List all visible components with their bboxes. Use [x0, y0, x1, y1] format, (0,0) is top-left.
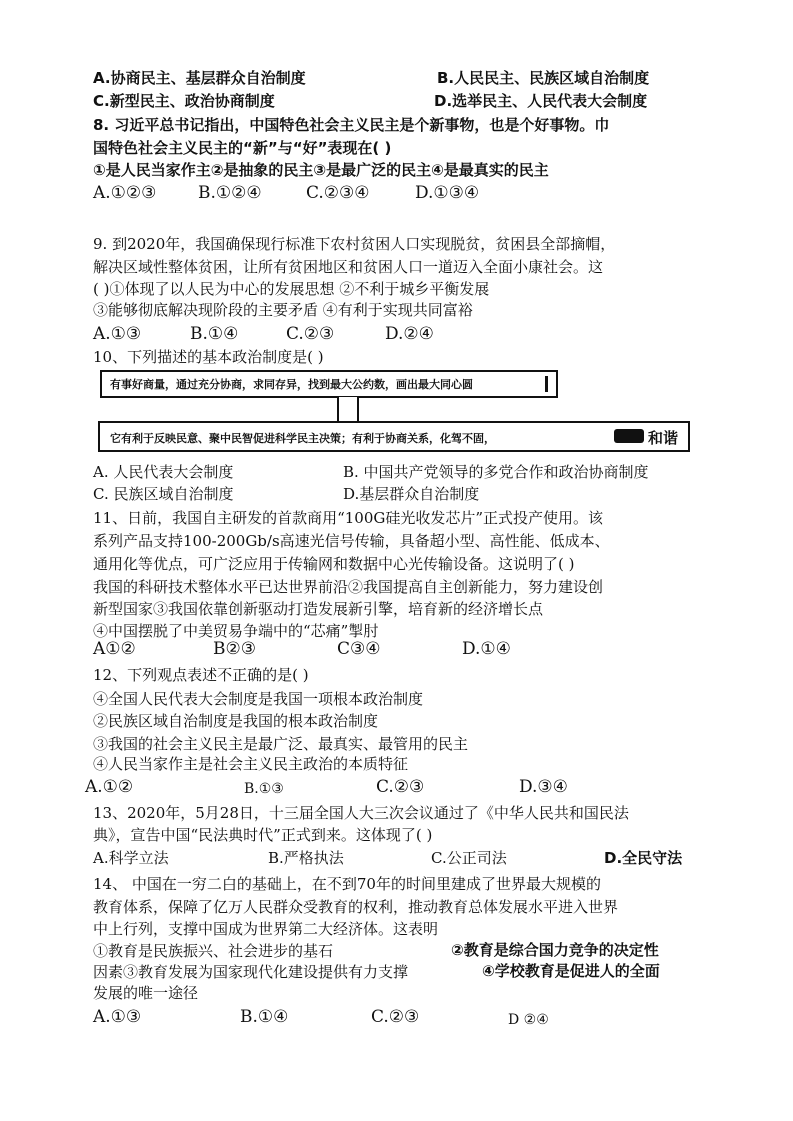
q11-statements-line3: ④中国摆脱了中美贸易争端中的“芯痛”掣肘: [93, 622, 379, 640]
q8-option-a: A.①②③: [93, 183, 157, 203]
q13-stem-line2: 典》，宣告中国“民法典时代”正式到来。这体现了( ): [93, 826, 433, 844]
q12-option-b: B.①③: [244, 781, 284, 797]
q12-stem: 12、下列观点表述不正确的是( ): [93, 666, 309, 684]
q12-statement-3: ③我国的社会主义民主是最广泛、最真实、最管用的民主: [93, 735, 469, 753]
q11-option-c: C③④: [337, 639, 381, 659]
q14-statement-2: ②教育是综合国力竞争的决定性: [451, 941, 659, 959]
q11-stem-line1: 11、日前，我国自主研发的首款商用“100G硅光收发芯片”正式投产使用。该: [93, 509, 604, 527]
q11-option-d: D.①④: [462, 639, 511, 659]
q9-statements-line2: ③能够彻底解决现阶段的主要矛盾 ④有利于实现共同富裕: [93, 301, 473, 319]
q8-statements: ①是人民当家作主②是抽象的民主③是最广泛的民主④是最真实的民主: [93, 161, 549, 179]
q9-option-d: D.②④: [385, 324, 434, 344]
q12-statement-1: ④全国人民代表大会制度是我国一项根本政治制度: [93, 690, 424, 708]
q10-option-c: C. 民族区域自治制度: [93, 485, 234, 503]
q13-option-d: D.全民守法: [604, 849, 683, 867]
q14-statement-1: ①教育是民族振兴、社会进步的基石: [93, 942, 334, 960]
q8-option-c: C.②③④: [306, 183, 370, 203]
q14-statement-3: 因素③教育发展为国家现代化建设提供有力支撑: [93, 963, 409, 981]
q10-option-d: D.基层群众自治制度: [343, 485, 480, 503]
q7-option-b: B.人民民主、民族区域自治制度: [437, 69, 650, 87]
q14-statement-4: ④学校教育是促进人的全面: [482, 962, 660, 980]
q8-stem-line2: 国特色社会主义民主的“新”与“好”表现在( ): [93, 139, 392, 157]
q10-cartoon-stem: [337, 397, 359, 423]
q11-stem-line2: 系列产品支持100-200Gb/s高速光信号传输，具备超小型、高性能、低成本、: [93, 532, 610, 550]
q14-option-c: C.②③: [371, 1007, 420, 1027]
q11-stem-line3: 通用化等优点，可广泛应用于传输网和数据中心光传输设备。这说明了( ): [93, 555, 575, 573]
ink-blot: [614, 429, 644, 443]
q11-option-b: B②③: [213, 639, 256, 659]
cartoon-divider-mark: [545, 376, 548, 392]
q9-stem-line2: 解决区域性整体贫困，让所有贫困地区和贫困人口一道迈入全面小康社会。这: [93, 258, 604, 276]
q9-statements-line1: ( )①体现了以人民为中心的发展思想 ②不利于城乡平衡发展: [93, 280, 490, 298]
q14-statement-4-continued: 发展的唯一途径: [93, 984, 199, 1002]
q8-option-d: D.①③④: [415, 183, 480, 203]
q14-option-a: A.①③: [93, 1007, 142, 1027]
q10-cartoon-top-panel: [100, 370, 558, 398]
q10-option-a: A. 人民代表大会制度: [93, 463, 234, 481]
q12-statement-4: ④人民当家作主是社会主义民主政治的本质特征: [93, 755, 409, 773]
q11-statements-line2: 新型国家③我国依靠创新驱动打造发展新引擎，培育新的经济增长点: [93, 600, 544, 618]
q12-statement-2: ②民族区域自治制度是我国的根本政治制度: [93, 712, 379, 730]
q8-option-b: B.①②④: [198, 183, 262, 203]
q13-option-a: A.科学立法: [93, 849, 169, 867]
q14-option-d: D ②④: [508, 1012, 549, 1028]
q12-option-c: C.②③: [376, 777, 425, 797]
q14-stem-line3: 中上行列，支撑中国成为世界第二大经济体。这表明: [93, 920, 439, 938]
q7-option-c: C.新型民主、政治协商制度: [93, 92, 275, 110]
q7-option-d: D.选举民主、人民代表大会制度: [434, 92, 648, 110]
q13-stem-line1: 13、2020年，5月28日，十三届全国人大三次会议通过了《中华人民共和国民法: [93, 804, 629, 822]
q10-cartoon-bottom-panel: [98, 421, 690, 452]
q10-option-b: B. 中国共产党领导的多党合作和政治协商制度: [343, 463, 649, 481]
q8-stem-line1: 8. 习近平总书记指出，中国特色社会主义民主是个新事物，也是个好事物。巾: [93, 116, 610, 134]
q14-stem-line2: 教育体系，保障了亿万人民群众受教育的权利，推动教育总体发展水平进入世界: [93, 898, 619, 916]
q9-option-b: B.①④: [190, 324, 239, 344]
q12-option-a: A.①②: [85, 777, 134, 797]
q14-stem-line1: 14、 中国在一穷二白的基础上，在不到70年的时间里建成了世界最大规模的: [93, 875, 601, 893]
q7-option-a: A.协商民主、基层群众自治制度: [93, 69, 306, 87]
q10-cartoon-top-text: 有事好商量，通过充分协商，求同存异，找到最大公约数，画出最大同心圆: [110, 378, 473, 391]
q10-cartoon-bottom-text: 它有利于反映民意、聚中民智促进科学民主决策；有利于协商关系，化驾不固，: [110, 432, 495, 445]
q12-option-d: D.③④: [519, 777, 568, 797]
q11-statements-line1: 我国的科研技术整体水平已达世界前沿②我国提高自主创新能力，努力建设创: [93, 578, 604, 596]
q9-stem-line1: 9. 到2020年，我国确保现行标准下农村贫困人口实现脱贫，贫困县全部摘帽，: [93, 235, 616, 253]
q13-option-b: B.严格执法: [268, 849, 344, 867]
q11-option-a: A①②: [93, 639, 136, 659]
q9-option-c: C.②③: [286, 324, 335, 344]
q9-option-a: A.①③: [93, 324, 142, 344]
q14-option-b: B.①④: [240, 1007, 289, 1027]
q10-stem: 10、下列描述的基本政治制度是( ): [93, 348, 324, 366]
q10-cartoon-end-text: 和谐: [648, 429, 679, 447]
q13-option-c: C.公正司法: [431, 849, 507, 867]
